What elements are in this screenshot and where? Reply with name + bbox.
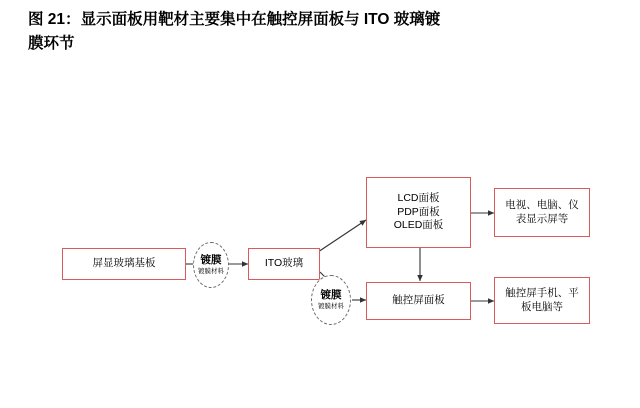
process-coating-1-label: 镀膜 — [200, 253, 222, 266]
figure-title-line2: 膜环节 — [28, 35, 75, 53]
node-ito-glass-label: ITO玻璃 — [264, 257, 304, 270]
node-touch-products[interactable] — [494, 277, 590, 324]
node-panel-types-line-2: PDP面板 — [397, 205, 440, 218]
node-ito-glass[interactable] — [248, 248, 320, 280]
node-panel-types[interactable] — [366, 177, 471, 248]
node-touch-panel[interactable] — [366, 282, 471, 320]
process-coating-1-material: 镀膜材料 — [198, 267, 224, 275]
process-coating-2-label: 镀膜 — [320, 288, 342, 301]
node-touch-panel-label: 触控屏面板 — [392, 294, 445, 307]
node-display-products[interactable] — [494, 188, 590, 237]
node-touch-products-line-2: 板电脑等 — [521, 300, 563, 313]
node-substrate-label: 屏显玻璃基板 — [92, 257, 156, 270]
node-touch-products-line-1: 触控屏手机、平 — [505, 286, 579, 299]
node-substrate[interactable] — [62, 248, 186, 280]
figure-title-line1: 显示面板用靶材主要集中在触控屏面板与 ITO 玻璃镀 — [80, 11, 441, 28]
node-panel-types-line-3: OLED面板 — [393, 219, 444, 232]
node-display-products-line-2: 表显示屏等 — [515, 212, 569, 225]
node-display-products-line-1: 电视、电脑、仪 — [505, 198, 579, 211]
process-coating-2[interactable] — [311, 275, 351, 325]
node-panel-types-line-1: LCD面板 — [397, 191, 440, 204]
figure-label: 图 21： — [28, 11, 81, 28]
process-coating-1[interactable] — [193, 242, 229, 288]
process-coating-2-material: 镀膜材料 — [318, 302, 344, 310]
